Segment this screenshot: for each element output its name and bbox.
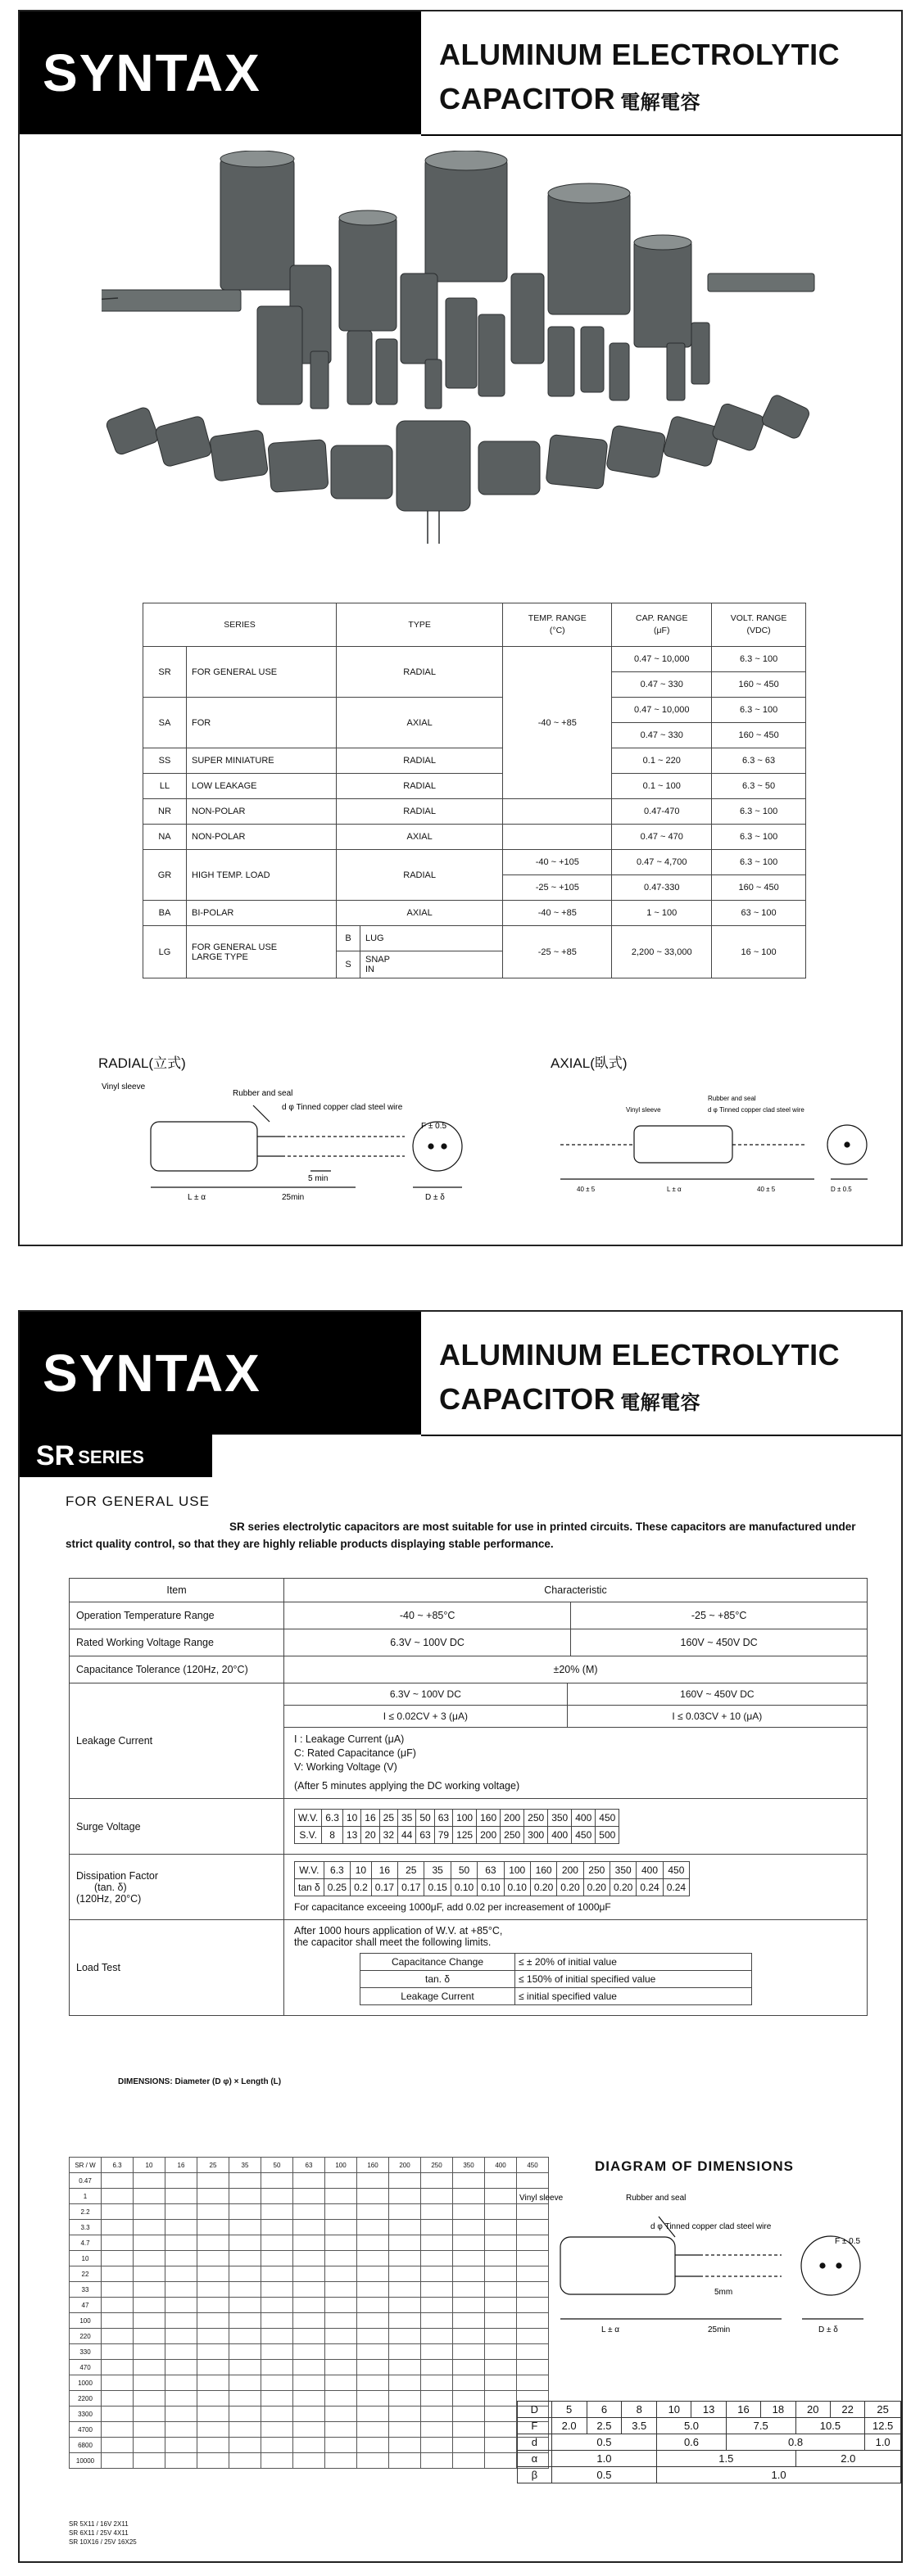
radial-5min-label: 5 min [308, 1174, 329, 1183]
series-banner: SR SERIES [20, 1435, 212, 1477]
axial-d-label: D ± 0.5 [831, 1186, 852, 1193]
diagram-f-label: F ± 0.5 [835, 2237, 861, 2246]
prod-header-cell: 400 [485, 2158, 517, 2173]
diagram-sleeve-label: Vinyl sleeve [519, 2194, 564, 2203]
header-rule [421, 1435, 901, 1436]
table-row: Rated Working Voltage Range 6.3V ~ 100V DC 160V ~ 450V DC [70, 1629, 868, 1656]
title-line-2: CAPACITOR 電解電容 [439, 1382, 701, 1416]
dimensions-label: DIMENSIONS: Diameter (D φ) × Length (L) [118, 2077, 282, 2086]
diagram-wire-label: d φ Tinned copper clad steel wire [650, 2222, 772, 2231]
radial-diagram [93, 1073, 478, 1220]
prod-header-cell: 450 [517, 2158, 549, 2173]
brand-logo: SYNTAX [20, 1312, 421, 1435]
table-row: 220 [70, 2329, 549, 2344]
load-test-table: Capacitance Change ≤ ± 20% of initial value tan. δ ≤ 150% of initial specified value Leakage Current ≤ initial specified value [360, 1953, 752, 2005]
col-series: SERIES [143, 603, 337, 647]
diagram-25min-label: 25min [708, 2325, 731, 2334]
table-row: GR HIGH TEMP. LOAD RADIAL -40 ~ +105 0.47 ~ 4,700 6.3 ~ 100 [143, 850, 806, 875]
table-row: 22 [70, 2266, 549, 2282]
radial-f-label: F ± 0.5 [421, 1122, 447, 1131]
radial-25min-label: 25min [282, 1193, 305, 1202]
table-row: 4700 [70, 2422, 549, 2438]
prod-header-cell: 160 [357, 2158, 389, 2173]
table-row: Leakage Current 6.3V ~ 100V DC 160V ~ 450V DC I ≤ 0.02CV + 3 (μA) I ≤ 0.03CV + 10 (μA) I : Leakage Current (μA) C: Rated Capacitance (μF) V: Working Voltage (V) (After 5 minutes applying the DC working voltage) [70, 1683, 868, 1799]
axial-length-label: L ± α [667, 1186, 682, 1193]
header-rule [421, 134, 901, 136]
title-chinese: 電解電容 [620, 1392, 701, 1414]
datasheet-page-2 [18, 1310, 903, 2563]
page-title [439, 33, 840, 125]
prod-header-cell: 50 [261, 2158, 293, 2173]
axial-wire-label: d φ Tinned copper clad steel wire [708, 1106, 804, 1114]
table-row: Load Test After 1000 hours application of W.V. at +85°C, the capacitor shall meet the following limits. Capacitance Change ≤ ± 20% of initial value tan. δ ≤ 150% of initial specified value Leakage Current ≤ initial specified value [70, 1920, 868, 2016]
brand-logo: SYNTAX [20, 11, 421, 134]
radial-d-label: D ± δ [425, 1193, 445, 1202]
table-row: Operation Temperature Range -40 ~ +85°C -25 ~ +85°C [70, 1602, 868, 1629]
table-row: 470 [70, 2360, 549, 2375]
col-type: TYPE [337, 603, 503, 647]
title-line-2: CAPACITOR 電解電容 [439, 82, 701, 115]
prod-header-cell: 16 [165, 2158, 197, 2173]
radial-title: RADIAL(立式) [98, 1055, 186, 1071]
radial-length-label: L ± α [188, 1193, 206, 1202]
section-heading: FOR GENERAL USE [66, 1494, 210, 1509]
table-row: 4.7 [70, 2235, 549, 2251]
table-row: 2.2 [70, 2204, 549, 2220]
diagram-length-label: L ± α [601, 2325, 620, 2334]
prod-header-cell: 250 [421, 2158, 453, 2173]
axial-title: AXIAL(臥式) [551, 1055, 628, 1071]
prod-header-cell: 10 [134, 2158, 165, 2173]
capacitor-product-photo [102, 151, 823, 552]
col-volt: VOLT. RANGE (VDC) [712, 603, 806, 647]
dimension-table: D 5 6 8 10 13 16 18 20 22 25 F 2.0 2.5 3.5 5.0 7.5 10.5 12.5 d 0.5 0.6 0.8 1.0 α 1.0 1.5 2.0 β 0.5 1.0 [517, 2401, 901, 2483]
table-row: Capacitance Tolerance (120Hz, 20°C) ±20% (M) [70, 1656, 868, 1683]
table-row: 0.47 [70, 2173, 549, 2189]
table-row: 0.47 ~ 330 160 ~ 450 [143, 723, 806, 748]
diagram-title: DIAGRAM OF DIMENSIONS [595, 2158, 794, 2174]
table-row: SR FOR GENERAL USE RADIAL -40 ~ +85 0.47 ~ 10,000 6.3 ~ 100 [143, 647, 806, 672]
prod-header-cell: 35 [229, 2158, 261, 2173]
prod-header-cell: SR / W [70, 2158, 102, 2173]
col-cap: CAP. RANGE (μF) [612, 603, 712, 647]
table-row: 3.3 [70, 2220, 549, 2235]
radial-rubber-label: Rubber and seal [233, 1089, 293, 1098]
prod-header-cell: 100 [325, 2158, 357, 2173]
axial-left-label: 40 ± 5 [577, 1186, 596, 1193]
table-row: SA FOR AXIAL 0.47 ~ 10,000 6.3 ~ 100 [143, 698, 806, 723]
radial-sleeve-label: Vinyl sleeve [102, 1082, 146, 1091]
table-row: 3300 [70, 2407, 549, 2422]
surge-table: W.V. 6.3 10 16 25 35 50 63 100 160 200 250 350 400 450 S.V. 8 13 20 32 44 63 79 125 200 250 300 400 450 500 [294, 1809, 619, 1844]
axial-right-label: 40 ± 5 [757, 1186, 776, 1193]
product-size-table [69, 2157, 549, 2469]
axial-rubber-label: Rubber and seal [708, 1095, 756, 1102]
diagram-5mm-label: 5mm [714, 2288, 733, 2297]
prod-header-cell: 6.3 [102, 2158, 134, 2173]
prod-header-cell: 350 [453, 2158, 485, 2173]
table-row: -25 ~ +105 0.47-330 160 ~ 450 [143, 875, 806, 901]
table-row: 10 [70, 2251, 549, 2266]
table-row: LG FOR GENERAL USE LARGE TYPE B LUG -25 ~ +85 2,200 ~ 33,000 16 ~ 100 [143, 926, 806, 951]
table-row: 0.47 ~ 330 160 ~ 450 [143, 672, 806, 698]
table-row: LL LOW LEAKAGE RADIAL 0.1 ~ 100 6.3 ~ 50 [143, 774, 806, 799]
table-row: S SNAP IN [143, 951, 806, 978]
series-table [143, 603, 806, 978]
table-row: Surge Voltage W.V. 6.3 10 16 25 35 50 63 100 160 200 250 350 400 450 S.V. 8 13 20 32 44 63 79 125 200 250 300 400 450 500 [70, 1799, 868, 1855]
table-row: 2200 [70, 2391, 549, 2407]
table-row: 100 [70, 2313, 549, 2329]
title-chinese: 電解電容 [620, 92, 701, 114]
table-row: NA NON-POLAR AXIAL 0.47 ~ 470 6.3 ~ 100 [143, 825, 806, 850]
table-row: 47 [70, 2298, 549, 2313]
prod-header-cell: 200 [389, 2158, 421, 2173]
table-row: Dissipation Factor (tan. δ) (120Hz, 20°C) W.V. 6.3 10 16 25 35 50 63 100 160 200 250 350 400 450 tan δ 0.25 0.2 0.17 0.17 0.15 0.10 0.10 0.10 0.20 0.20 0.20 0.20 0.24 0.24 For capacitance exceeing 1000μF, add 0.02 per increasement of 1000μF [70, 1855, 868, 1920]
datasheet-page-1 [18, 10, 903, 1246]
prod-header-cell: 63 [293, 2158, 325, 2173]
axial-sleeve-label: Vinyl sleeve [626, 1106, 661, 1114]
table-row: 1 [70, 2189, 549, 2204]
table-row: 1000 [70, 2375, 549, 2391]
table-row: SS SUPER MINIATURE RADIAL 0.1 ~ 220 6.3 ~ 63 [143, 748, 806, 774]
title-line-1: ALUMINUM ELECTROLYTIC [439, 1338, 841, 1372]
table-row: 330 [70, 2344, 549, 2360]
table-row: 33 [70, 2282, 549, 2298]
table-row: 6800 [70, 2438, 549, 2453]
dimension-diagram [511, 2180, 884, 2376]
table-row: BA BI-POLAR AXIAL -40 ~ +85 1 ~ 100 63 ~ 100 [143, 901, 806, 926]
table-row: NR NON-POLAR RADIAL 0.47-470 6.3 ~ 100 [143, 799, 806, 825]
page-title [439, 1333, 840, 1426]
col-temp: TEMP. RANGE (°C) [503, 603, 612, 647]
characteristics-table: Item Characteristic Operation Temperature Range -40 ~ +85°C -25 ~ +85°C Rated Working Voltage Range 6.3V ~ 100V DC 160V ~ 450V DC Capacitance Tolerance (120Hz, 20°C) ±20% (M) Leakage Current 6.3V ~ 100V DC 160V ~ 450V DC I ≤ 0.02CV + 3 (μA) I ≤ 0.03CV + 10 (μA) I : Leakage Current (μA) C: Rated Capacitance (μF) V: Working Voltage (V) (After 5 minutes applying the DC working voltage) Surge Voltage W.V. 6.3 10 16 25 35 50 63 100 160 200 250 350 400 450 S.V. 8 13 20 32 44 63 79 125 200 250 300 400 450 500 Dissipation Factor (tan. δ) (120Hz, 20°C) W.V. 6.3 10 16 25 35 50 63 100 160 200 250 350 400 450 tan δ 0.25 0.2 0.17 0.17 0.15 0.10 0.10 0.10 0.20 0.20 0.20 0.20 0.24 0.24 For capacitance exceeing 1000μF, add 0.02 per increasement of 1000μF Load Test After 1000 hours application of W.V. at +85°C, the capacitor shall meet the following limits. Capacitance Change ≤ ± 20% of initial value tan. δ ≤ 150% of initial specified value Leakage Current ≤ initial specified value [69, 1578, 868, 2016]
prod-header-cell: 25 [197, 2158, 229, 2173]
intro-paragraph: SR series electrolytic capacitors are most suitable for use in printed circuits. These capacitors are manufactured under strict quality control, so that they are highly reliable products displaying stable performance. [66, 1521, 856, 1550]
diagram-rubber-label: Rubber and seal [626, 2194, 687, 2203]
diagram-d-label: D ± δ [818, 2325, 838, 2334]
temp-shared: -40 ~ +85 [503, 647, 612, 799]
radial-wire-label: d φ Tinned copper clad steel wire [282, 1103, 403, 1112]
axial-diagram [552, 1073, 896, 1212]
title-line-1: ALUMINUM ELECTROLYTIC [439, 38, 841, 71]
table-row: 10000 [70, 2453, 549, 2469]
df-table: W.V. 6.3 10 16 25 35 50 63 100 160 200 250 350 400 450 tan δ 0.25 0.2 0.17 0.17 0.15 0.10 0.10 0.10 0.20 0.20 0.20 0.20 0.24 0.24 [294, 1861, 690, 1896]
footnotes: SR 5X11 / 16V 2X11 SR 6X11 / 25V 4X11 SR 10X16 / 25V 16X25 [69, 2520, 137, 2546]
